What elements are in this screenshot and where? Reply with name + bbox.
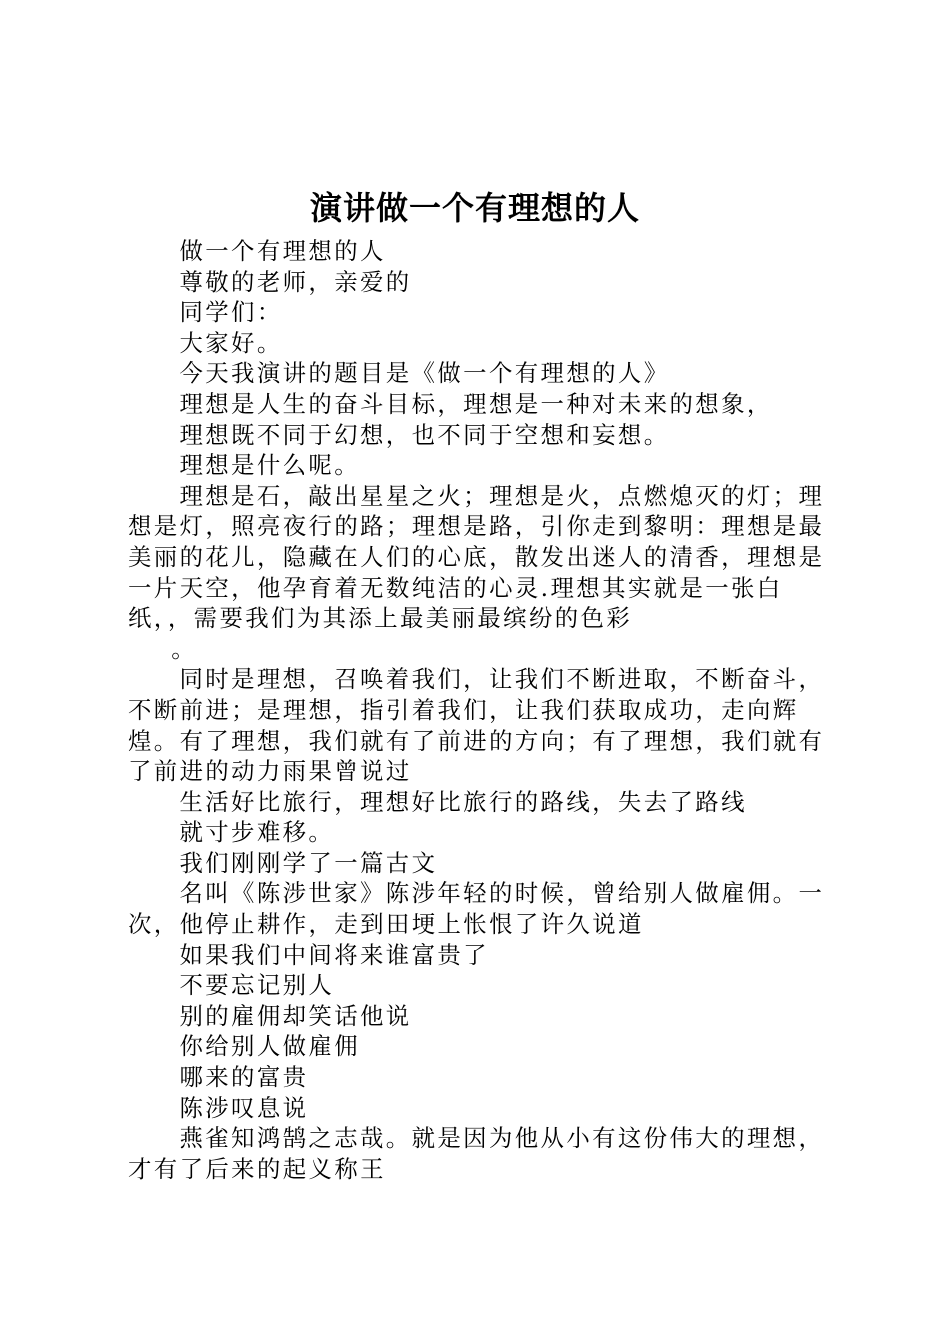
paragraph: 同学们： [179,298,283,327]
paragraph: 别的雇佣却笑话他说 [179,1001,412,1030]
paragraph: 同时是理想，召唤着我们，让我们不断进取，不断奋斗，不断前进；是理想，指引着我们，让我们获取成功，走向辉煌。有了理想，我们就有了前进的方向；有了理想，我们就有了前进的动力雨果曾说过 [128,665,825,786]
paragraph: 哪来的富贵 [179,1063,309,1092]
paragraph: 我们刚刚学了一篇古文 [179,848,438,877]
paragraph: 名叫《陈涉世家》陈涉年轻的时候，曾给别人做雇佣。一次，他停止耕作，走到田埂上怅恨了许久说道 [128,879,825,939]
paragraph: 生活好比旅行，理想好比旅行的路线，失去了路线 [179,787,747,816]
paragraph: 陈涉叹息说 [179,1093,309,1122]
document-title: 演讲做一个有理想的人 [309,189,640,227]
paragraph: 你给别人做雇佣 [179,1032,361,1061]
paragraph: 如果我们中间将来谁富贵了 [179,940,489,969]
paragraph: 不要忘记别人 [179,971,335,1000]
paragraph: 理想既不同于幻想，也不同于空想和妄想。 [179,420,670,449]
paragraph: 燕雀知鸿鹄之志哉。就是因为他从小有这份伟大的理想，才有了后来的起义称王 [128,1124,825,1183]
paragraph: 就寸步难移。 [179,818,335,847]
paragraph: 理想是什么呢。 [179,451,361,480]
paragraph: 今天我演讲的题目是《做一个有理想的人》 [179,359,670,388]
document-body [128,236,836,1184]
paragraph: 理想是人生的奋斗目标，理想是一种对未来的想象， [179,389,773,418]
paragraph: 理想是石，敲出星星之火；理想是火，点燃熄灭的灯；理想是灯，照亮夜行的路；理想是路，引你走到黎明：理想是最美丽的花儿，隐藏在人们的心底，散发出迷人的清香，理想是一片天空，他孕育着无数纯洁的心灵.理想其实就是一张白纸，，需要我们为其添上最美丽最缤纷的色彩 [128,481,825,633]
paragraph: 做一个有理想的人 [179,237,386,265]
paragraph: 。 [171,634,198,663]
paragraph: 大家好。 [179,328,283,357]
paragraph: 尊敬的老师，亲爱的 [179,267,412,296]
